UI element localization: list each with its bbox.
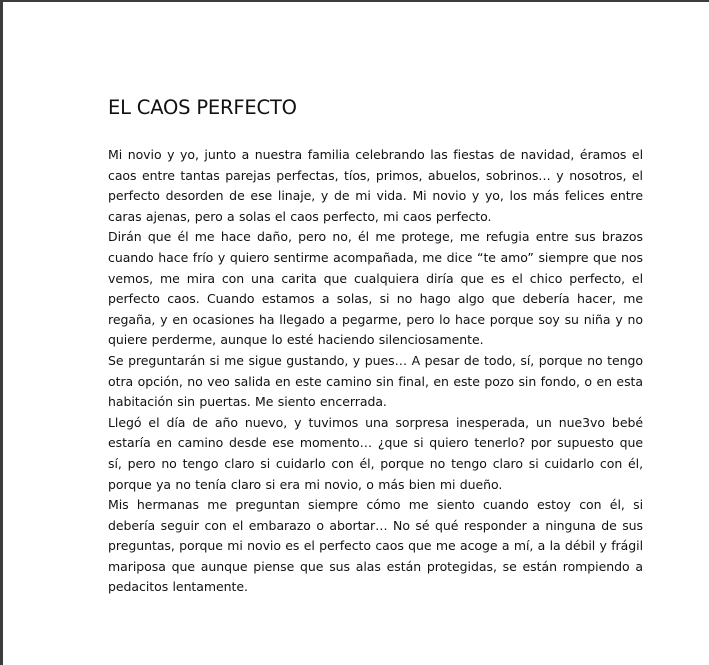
- paragraph-5: Mis hermanas me preguntan siempre cómo me siento cuando estoy con él, si debería seguir con el embarazo o abortar… No sé qué responder a ninguna de sus preguntas, porque mi novio es el perfecto caos que me acoge a mí, a la débil y frágil mariposa que aunque piense que sus alas están protegidas, se están rompiendo a pedacitos lentamente.: [108, 497, 643, 595]
- document-content: [108, 94, 643, 598]
- paragraph-4: Llegó el día de año nuevo, y tuvimos una sorpresa inesperada, un nue3vo bebé estaría en camino desde ese momento… ¿que si quiero tenerlo? por supuesto que sí, pero no tengo claro si cuidarlo con él, porque no tengo claro si cuidarlo con él, porque ya no tenía claro si era mi novio, o más bien mi dueño.: [108, 414, 643, 492]
- paragraph-3: Se preguntarán si me sigue gustando, y pues… A pesar de todo, sí, porque no tengo otra opción, no veo salida en este camino sin final, en este pozo sin fondo, o en esta habitación sin puertas. Me siento encerrada.: [108, 352, 643, 410]
- paragraph-1: Mi novio y yo, junto a nuestra familia celebrando las fiestas de navidad, éramos el caos entre tantas parejas perfectas, tíos, primos, abuelos, sobrinos… y nosotros, el perfecto desorden de ese linaje, y de mi vida. Mi novio y yo, los más felices entre caras ajenas, pero a solas el caos perfecto, mi caos perfecto.: [108, 147, 643, 224]
- page-top-border: [0, 0, 709, 2]
- paragraph-2: Dirán que él me hace daño, pero no, él me protege, me refugia entre sus brazos cuando hace frío y quiero sentirme acompañada, me dice “te amo” siempre que nos vemos, me mira con una carita que cualquiera diría que es el chico perfecto, el perfecto caos. Cuando estamos a solas, si no hago algo que debería hacer, me regaña, y en ocasiones ha llegado a pegarme, pero lo hace porque soy su niña y no quiere perderme, aunque lo esté haciendo silenciosamente.: [108, 229, 643, 348]
- document-title: EL CAOS PERFECTO: [108, 96, 297, 119]
- document-body: [108, 145, 643, 598]
- page-left-border: [0, 0, 3, 665]
